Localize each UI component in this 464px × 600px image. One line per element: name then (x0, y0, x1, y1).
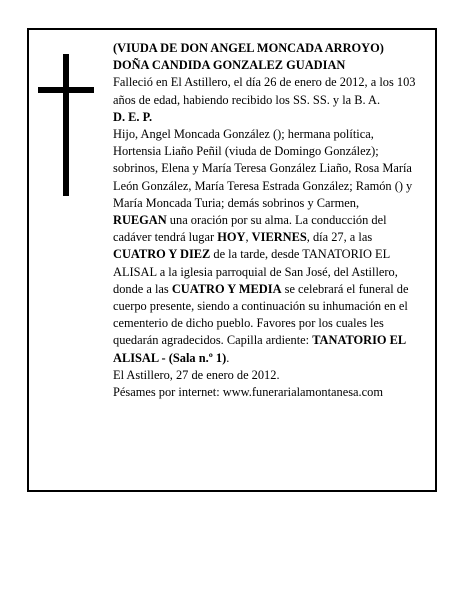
latin-cross-icon (38, 54, 94, 196)
heading-deceased-name: DOÑA CANDIDA GONZALEZ GUADIAN (113, 58, 346, 73)
funeral-request: RUEGAN una oración por su alma. La conducción del cadáver tendrá lugar HOY, VIERNES, día 27, a las CUATRO Y DIEZ de la tarde, desde TANATORIO EL ALISAL a la iglesia parroquial de San José, del Astillero, donde a las CUATRO Y MEDIA se celebrará el funeral de cuerpo presente, siendo a continuación su inhumación en el cementerio de dicho pueblo. Favores por los cuales les quedarán agradecidos. Capilla ardiente: TANATORIO EL ALISAL - (Sala n.º 1). (113, 213, 409, 365)
family-list: Hijo, Angel Moncada González (); hermana política, Hortensia Liaño Peñil (viuda de Domingo González); sobrinos, Elena y María Teresa González Liaño, Rosa María León González, María Teresa Estrada González; Ramón () y María Moncada Turia; demás sobrinos y Carmen, (113, 127, 413, 210)
rest-in-peace: D. E. P. (113, 109, 153, 124)
place-date: El Astillero, 27 de enero de 2012. (113, 367, 280, 382)
condolences-website: Pésames por internet: www.funerarialamontanesa.com (113, 385, 383, 400)
death-notice: Falleció en El Astillero, el día 26 de enero de 2012, a los 103 años de edad, habiendo recibido los SS. SS. y la B. A. (113, 75, 416, 107)
obituary-text (113, 40, 423, 401)
cross-horizontal-bar (38, 87, 94, 93)
heading-widow: (VIUDA DE DON ANGEL MONCADA ARROYO) (113, 41, 384, 55)
cross-vertical-bar (63, 54, 69, 196)
